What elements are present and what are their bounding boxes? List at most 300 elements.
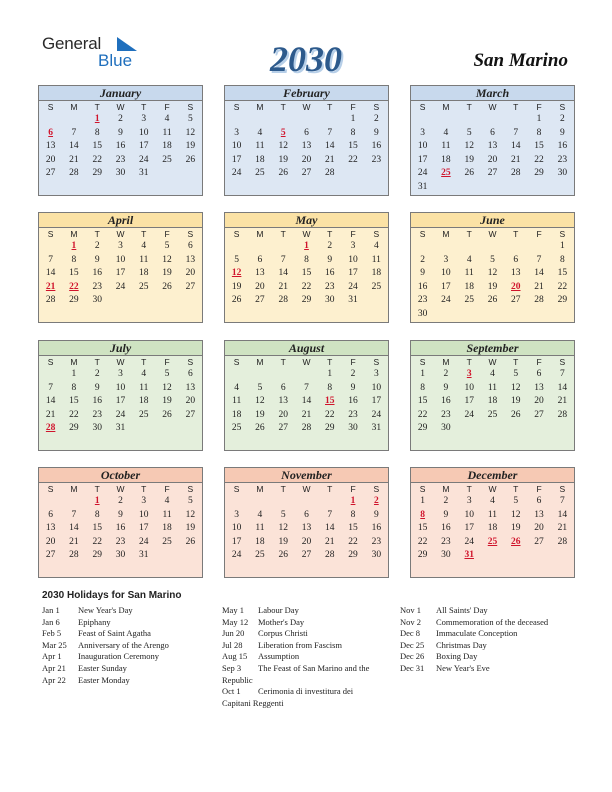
day-cell: 6 (257, 254, 263, 265)
day-cell: 14 (557, 509, 568, 520)
day-cell: 13 (185, 254, 196, 265)
empty-cell (62, 181, 85, 195)
day-cell: 3 (466, 496, 472, 506)
holiday-name: All Saints' Day (436, 605, 488, 615)
day-cell: 10 (348, 254, 358, 265)
day-cell: 19 (278, 154, 288, 165)
month-name: December (411, 468, 574, 483)
day-cell: 11 (464, 268, 474, 279)
day-cell: 12 (511, 382, 521, 393)
day-cell: 6 (490, 127, 495, 138)
day-cell: 17 (441, 281, 451, 292)
day-cell: 18 (487, 523, 498, 534)
holiday-name: Mother's Day (258, 616, 305, 627)
empty-cell (62, 563, 85, 577)
day-cell: 19 (231, 281, 242, 292)
empty-cell (551, 308, 574, 322)
weekday-header: S (419, 357, 426, 367)
day-cell: 29 (557, 295, 568, 306)
weekday-header: F (164, 229, 170, 239)
day-cell: 18 (255, 536, 265, 547)
day-cell: 25 (255, 168, 265, 179)
day-cell: 9 (443, 509, 449, 520)
day-cell: 1 (350, 114, 356, 124)
empty-cell (458, 563, 481, 577)
day-cell: 11 (232, 396, 242, 407)
day-cell: 10 (139, 509, 149, 520)
day-cell: 28 (301, 423, 312, 434)
empty-cell (86, 436, 109, 450)
day-cell: 18 (231, 409, 242, 420)
empty-cell (62, 113, 85, 127)
month-july (38, 340, 203, 451)
day-cell: 16 (92, 396, 102, 407)
weekday-header: S (419, 102, 426, 112)
day-cell: 8 (350, 509, 356, 520)
day-cell: 9 (373, 127, 379, 138)
empty-cell (481, 436, 504, 450)
day-cell: 30 (371, 550, 382, 561)
day-cell: 10 (115, 254, 126, 265)
day-cell: 6 (48, 509, 54, 520)
day-cell: 30 (417, 308, 428, 319)
holiday-item (42, 640, 212, 652)
day-cell: 30 (348, 423, 358, 434)
day-cell: 3 (350, 241, 356, 251)
empty-cell (155, 308, 178, 322)
day-cell: 28 (511, 168, 521, 179)
empty-cell (132, 308, 155, 322)
day-cell: 2 (118, 496, 123, 506)
weekday-header: S (373, 229, 380, 239)
holiday-item (222, 628, 382, 640)
empty-cell (272, 436, 295, 450)
empty-cell (132, 422, 155, 436)
day-cell: 10 (115, 382, 126, 393)
weekday-header: T (327, 229, 333, 239)
day-cell: 14 (534, 268, 544, 279)
day-cell: 18 (162, 141, 172, 152)
empty-cell (434, 181, 457, 195)
day-cell: 9 (373, 509, 379, 520)
weekday-header: W (488, 102, 497, 112)
day-cell: 29 (325, 423, 335, 434)
day-cell: 4 (257, 127, 263, 138)
day-cell: 12 (464, 141, 474, 152)
country-title: San Marino (473, 50, 568, 71)
empty-cell (39, 436, 62, 450)
empty-cell (481, 308, 504, 322)
day-cell: 9 (118, 509, 123, 520)
empty-cell (365, 563, 388, 577)
day-cell: 16 (557, 141, 568, 152)
day-cell: 16 (371, 523, 382, 534)
day-cell: 28 (325, 550, 335, 561)
empty-cell (481, 422, 504, 436)
empty-cell (86, 181, 109, 195)
empty-cell (527, 563, 550, 577)
day-cell: 13 (45, 141, 56, 152)
empty-cell (62, 436, 85, 450)
day-cell: 23 (371, 536, 382, 547)
empty-cell (434, 240, 457, 254)
holiday-date: Dec 26 (400, 651, 425, 662)
day-cell: 26 (278, 550, 288, 561)
holiday-name: Cerimonia di investitura dei Capitani Reggenti (222, 686, 354, 708)
day-cell: 14 (511, 141, 521, 152)
day-cell: 3 (118, 241, 123, 251)
month-name: July (39, 341, 202, 356)
logo-text-blue: Blue (98, 51, 133, 70)
empty-cell (481, 181, 504, 195)
day-cell: 17 (371, 396, 382, 407)
day-cell: 31 (371, 423, 382, 434)
weekday-header: S (559, 229, 566, 239)
empty-cell (341, 563, 364, 577)
day-cell: 17 (139, 523, 149, 534)
day-cell: 15 (69, 268, 79, 279)
day-cell: 15 (417, 396, 428, 407)
holiday-name: Christmas Day (436, 639, 487, 650)
empty-cell (295, 181, 318, 195)
empty-cell (295, 495, 318, 509)
month-january (38, 85, 203, 196)
day-cell: 21 (301, 409, 312, 420)
day-cell: 10 (231, 141, 242, 152)
day-cell: 11 (139, 254, 149, 265)
holiday-name: The Feast of San Marino and the Republic (222, 662, 370, 685)
day-cell: 18 (487, 396, 498, 407)
weekday-header: T (141, 102, 147, 112)
holiday-item (42, 675, 212, 687)
weekday-header: T (327, 357, 333, 367)
weekday-header: S (187, 102, 194, 112)
month-name: September (411, 341, 574, 356)
weekday-header: T (466, 102, 472, 112)
day-cell: 21 (511, 154, 521, 165)
day-cell: 21 (69, 154, 79, 165)
day-cell: 7 (327, 509, 333, 520)
day-cell: 9 (443, 382, 449, 393)
empty-cell (86, 308, 109, 322)
day-cell: 16 (441, 396, 451, 407)
month-name: August (225, 341, 388, 356)
day-cell: 1 (536, 114, 542, 124)
day-cell: 26 (278, 168, 288, 179)
day-cell: 9 (420, 268, 426, 279)
holiday-item (400, 605, 580, 617)
empty-cell (39, 240, 62, 254)
empty-cell (341, 167, 364, 181)
day-cell: 16 (348, 396, 358, 407)
weekday-header: S (373, 484, 380, 494)
day-cell: 13 (511, 268, 521, 279)
day-cell: 2 (94, 369, 100, 379)
day-cell: 7 (304, 382, 309, 393)
empty-cell (155, 181, 178, 195)
day-cell: 9 (118, 127, 123, 138)
day-cell: 3 (234, 127, 240, 138)
day-cell: 6 (304, 509, 309, 520)
empty-cell (458, 240, 481, 254)
weekday-header: W (116, 357, 125, 367)
day-cell: 7 (71, 127, 77, 138)
day-cell: 5 (513, 496, 519, 506)
day-cell: 21 (557, 396, 568, 407)
day-cell: 7 (559, 496, 565, 506)
month-name: February (225, 86, 388, 101)
empty-cell (411, 113, 434, 127)
weekday-header: M (442, 484, 450, 494)
holiday-day-cell: 2 (373, 496, 379, 506)
empty-cell (179, 549, 202, 563)
day-cell: 20 (301, 536, 312, 547)
day-cell: 27 (255, 295, 265, 306)
day-cell: 25 (162, 536, 172, 547)
day-cell: 19 (162, 396, 172, 407)
day-cell: 10 (139, 127, 149, 138)
day-cell: 20 (301, 154, 312, 165)
weekday-header: M (70, 229, 78, 239)
day-cell: 25 (255, 550, 265, 561)
weekday-header: T (141, 229, 147, 239)
empty-cell (458, 436, 481, 450)
weekday-header: F (350, 102, 356, 112)
month-february (224, 85, 389, 196)
day-cell: 18 (139, 268, 149, 279)
day-cell: 29 (417, 423, 428, 434)
day-cell: 30 (115, 550, 126, 561)
empty-cell (272, 113, 295, 127)
day-cell: 22 (417, 536, 428, 547)
weekday-header: S (187, 484, 194, 494)
day-cell: 24 (464, 536, 474, 547)
day-cell: 6 (304, 127, 309, 138)
day-cell: 5 (513, 369, 519, 379)
empty-cell (248, 563, 271, 577)
day-cell: 5 (164, 369, 170, 379)
day-cell: 1 (71, 369, 77, 379)
month-december (410, 467, 575, 578)
month-october (38, 467, 203, 578)
day-cell: 15 (301, 268, 312, 279)
empty-cell (481, 240, 504, 254)
day-cell: 19 (511, 396, 521, 407)
weekday-header: T (513, 484, 519, 494)
day-cell: 23 (115, 154, 126, 165)
holiday-date: Jan 1 (42, 605, 60, 615)
empty-cell (365, 294, 388, 308)
day-cell: 4 (141, 241, 147, 251)
day-cell: 12 (487, 268, 498, 279)
day-cell: 29 (69, 423, 79, 434)
day-cell: 24 (371, 409, 382, 420)
empty-cell (39, 563, 62, 577)
empty-cell (365, 167, 388, 181)
day-cell: 22 (325, 409, 335, 420)
empty-cell (458, 422, 481, 436)
weekday-header: W (116, 484, 125, 494)
weekday-header: T (94, 102, 100, 112)
day-cell: 14 (301, 396, 312, 407)
weekday-header: M (442, 357, 450, 367)
empty-cell (411, 240, 434, 254)
empty-cell (458, 113, 481, 127)
day-cell: 28 (557, 409, 568, 420)
day-cell: 17 (115, 396, 126, 407)
day-cell: 16 (115, 141, 126, 152)
day-cell: 26 (487, 295, 498, 306)
holiday-name: Epiphany (78, 616, 111, 627)
holiday-item (42, 628, 212, 640)
day-cell: 10 (417, 141, 428, 152)
empty-cell (481, 113, 504, 127)
empty-cell (39, 113, 62, 127)
day-cell: 28 (534, 295, 544, 306)
day-cell: 13 (534, 509, 544, 520)
holiday-item (400, 617, 580, 629)
day-cell: 28 (557, 536, 568, 547)
day-cell: 21 (278, 281, 288, 292)
day-cell: 30 (92, 295, 102, 306)
empty-cell (527, 240, 550, 254)
weekday-header: S (233, 229, 240, 239)
empty-cell (225, 368, 248, 382)
day-cell: 27 (534, 409, 544, 420)
day-cell: 2 (350, 369, 356, 379)
empty-cell (272, 495, 295, 509)
month-august (224, 340, 389, 451)
day-cell: 22 (301, 281, 312, 292)
day-cell: 17 (417, 154, 428, 165)
day-cell: 19 (511, 523, 521, 534)
day-cell: 7 (327, 127, 333, 138)
weekday-header: W (116, 229, 125, 239)
day-cell: 16 (92, 268, 102, 279)
day-cell: 3 (234, 509, 240, 520)
day-cell: 23 (115, 536, 126, 547)
weekday-header: M (256, 229, 264, 239)
empty-cell (527, 181, 550, 195)
holiday-item (222, 686, 382, 709)
day-cell: 20 (185, 396, 196, 407)
day-cell: 25 (487, 409, 498, 420)
empty-cell (86, 563, 109, 577)
empty-cell (551, 436, 574, 450)
empty-cell (365, 308, 388, 322)
day-cell: 23 (325, 281, 335, 292)
day-cell: 23 (92, 409, 102, 420)
empty-cell (132, 181, 155, 195)
day-cell: 2 (559, 114, 565, 124)
day-cell: 25 (231, 423, 242, 434)
day-cell: 25 (162, 154, 172, 165)
day-cell: 20 (45, 154, 56, 165)
day-cell: 8 (559, 254, 565, 265)
empty-cell (318, 181, 341, 195)
weekday-header: S (559, 484, 566, 494)
day-cell: 12 (162, 254, 172, 265)
holiday-day-cell: 8 (420, 509, 426, 520)
empty-cell (179, 308, 202, 322)
holiday-day-cell: 1 (350, 496, 356, 506)
empty-cell (341, 181, 364, 195)
year-title: 2030 (270, 39, 342, 79)
day-cell: 4 (443, 127, 449, 138)
day-cell: 30 (557, 168, 568, 179)
day-cell: 27 (511, 295, 521, 306)
day-cell: 14 (45, 268, 56, 279)
weekday-header: F (536, 102, 542, 112)
day-cell: 8 (350, 127, 356, 138)
holiday-name: Boxing Day (436, 651, 478, 662)
weekday-header: S (47, 229, 54, 239)
holiday-date: Mar 25 (42, 639, 67, 650)
day-cell: 22 (534, 154, 544, 165)
holidays-title: 2030 Holidays for San Marino (42, 590, 182, 601)
month-name: June (411, 213, 574, 228)
weekday-header: S (233, 357, 240, 367)
day-cell: 3 (141, 496, 147, 506)
holiday-day-cell: 28 (45, 423, 56, 434)
empty-cell (458, 181, 481, 195)
day-cell: 6 (187, 241, 193, 251)
empty-cell (248, 368, 271, 382)
empty-cell (248, 436, 271, 450)
weekday-header: W (302, 357, 311, 367)
empty-cell (179, 436, 202, 450)
holiday-name: Easter Sunday (78, 662, 127, 673)
holiday-day-cell: 25 (487, 536, 498, 547)
weekday-header: F (536, 229, 542, 239)
day-cell: 12 (511, 509, 521, 520)
day-cell: 27 (301, 550, 312, 561)
day-cell: 19 (255, 409, 265, 420)
month-june (410, 212, 575, 323)
empty-cell (109, 294, 132, 308)
day-cell: 31 (115, 423, 126, 434)
day-cell: 22 (92, 154, 102, 165)
day-cell: 1 (420, 369, 426, 379)
day-cell: 10 (371, 382, 382, 393)
weekday-header: T (513, 357, 519, 367)
empty-cell (365, 181, 388, 195)
day-cell: 29 (348, 550, 358, 561)
empty-cell (179, 422, 202, 436)
day-cell: 8 (536, 127, 542, 138)
day-cell: 30 (115, 168, 126, 179)
day-cell: 14 (557, 382, 568, 393)
weekday-header: T (141, 357, 147, 367)
empty-cell (62, 495, 85, 509)
weekday-header: S (559, 102, 566, 112)
empty-cell (527, 549, 550, 563)
day-cell: 31 (139, 168, 149, 179)
empty-cell (39, 495, 62, 509)
weekday-header: T (94, 484, 100, 494)
day-cell: 25 (371, 281, 382, 292)
day-cell: 27 (487, 168, 498, 179)
empty-cell (272, 368, 295, 382)
day-cell: 27 (534, 536, 544, 547)
holiday-name: Easter Monday (78, 674, 130, 685)
empty-cell (39, 181, 62, 195)
day-cell: 24 (348, 281, 358, 292)
day-cell: 24 (139, 536, 149, 547)
month-name: October (39, 468, 202, 483)
day-cell: 1 (327, 369, 333, 379)
day-cell: 23 (92, 281, 102, 292)
